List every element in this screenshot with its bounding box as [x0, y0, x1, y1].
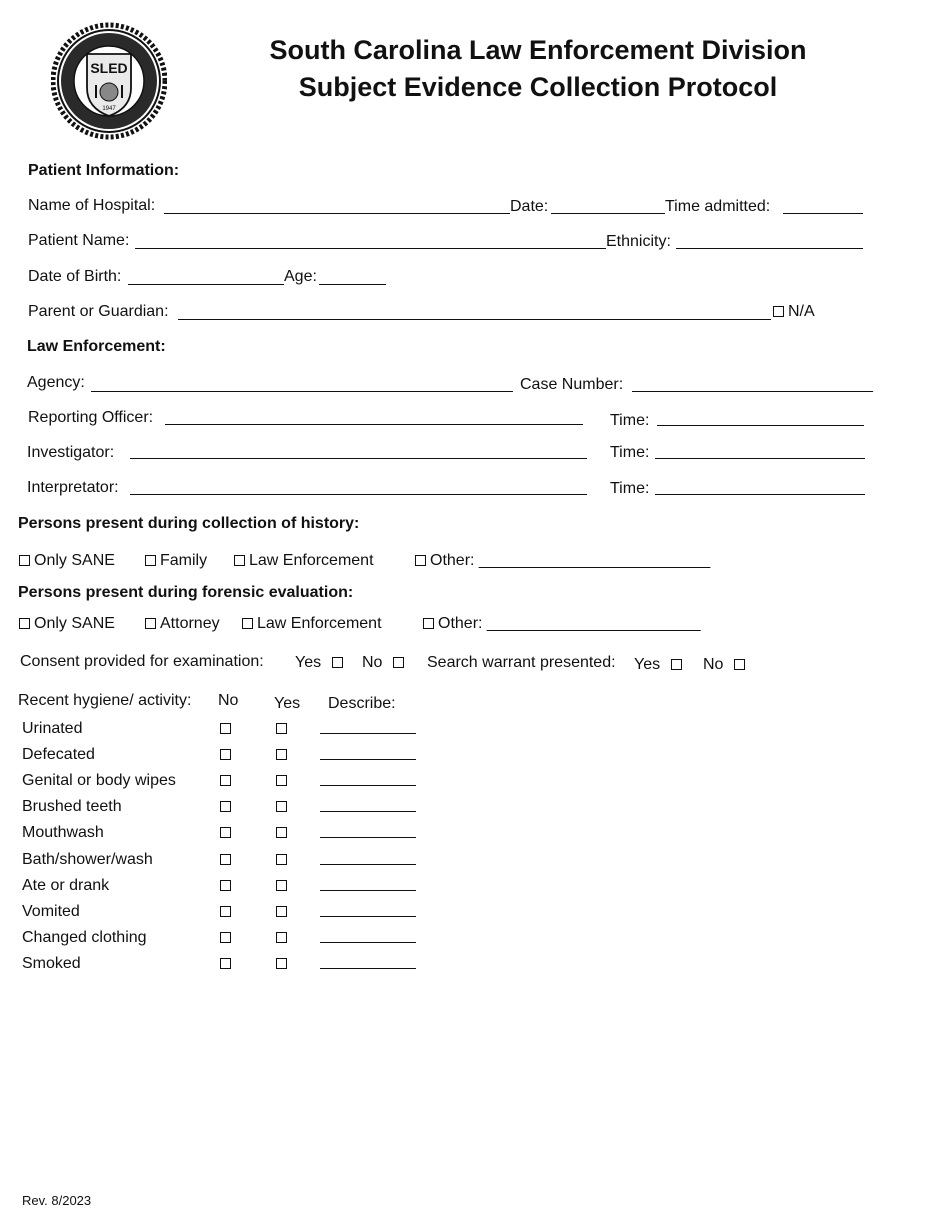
hygiene-no-checkbox[interactable] — [220, 775, 231, 786]
hygiene-describe-field[interactable] — [320, 942, 416, 943]
forensic-option-other[interactable]: Other: ________________________ — [423, 615, 700, 633]
hygiene-yes-header: Yes — [274, 695, 301, 712]
title-line-2: Subject Evidence Collection Protocol — [298, 72, 778, 102]
case-number-trailing: _ — [864, 376, 873, 393]
time-admitted-label: Time admitted: — [665, 198, 771, 215]
consent-yes-option[interactable]: Yes — [295, 654, 347, 672]
hygiene-no-checkbox[interactable] — [220, 906, 231, 917]
warrant-label: Search warrant presented: — [427, 654, 616, 671]
title-line-1: South Carolina Law Enforcement Division — [269, 35, 807, 65]
interpretator-label: Interpretator: — [27, 479, 119, 496]
hygiene-yes-checkbox[interactable] — [276, 854, 287, 865]
hygiene-describe-field[interactable] — [320, 916, 416, 917]
hygiene-no-checkbox[interactable] — [220, 958, 231, 969]
hygiene-yes-checkbox[interactable] — [276, 723, 287, 734]
history-option-law[interactable]: Law Enforcement — [234, 552, 374, 570]
checkbox[interactable] — [242, 618, 253, 629]
agency-field[interactable] — [91, 391, 513, 392]
consent-no-option[interactable]: No — [362, 654, 408, 672]
hygiene-describe-field[interactable] — [320, 759, 416, 760]
hygiene-item-label: Bath/shower/wash — [22, 851, 153, 868]
time-admitted-field[interactable] — [783, 213, 863, 214]
history-option-family[interactable]: Family — [145, 552, 207, 570]
hygiene-item-label: Mouthwash — [22, 824, 104, 841]
investigator-field[interactable] — [130, 458, 587, 459]
guardian-field[interactable] — [178, 319, 771, 320]
forensic-option-law[interactable]: Law Enforcement — [242, 615, 382, 633]
history-heading: Persons present during collection of history: — [18, 515, 360, 532]
seal-abbrev: SLED — [90, 60, 128, 76]
checkbox[interactable] — [234, 555, 245, 566]
interpretator-field[interactable] — [130, 494, 587, 495]
hygiene-item-label: Vomited — [22, 903, 80, 920]
consent-no-checkbox[interactable] — [393, 657, 404, 668]
hygiene-item-label: Defecated — [22, 746, 95, 763]
hygiene-item-label: Ate or drank — [22, 877, 110, 894]
case-number-field[interactable] — [632, 391, 865, 392]
forensic-heading: Persons present during forensic evaluation: — [18, 584, 354, 601]
checkbox[interactable] — [415, 555, 426, 566]
guardian-na-option[interactable] — [773, 303, 815, 321]
interpretator-time-label: Time: — [610, 480, 650, 497]
checkbox[interactable] — [145, 618, 156, 629]
reporting-officer-field[interactable] — [165, 424, 583, 425]
sled-seal — [51, 22, 167, 140]
reporting-officer-label: Reporting Officer: — [28, 409, 154, 426]
date-field[interactable] — [551, 213, 665, 214]
ethnicity-label: Ethnicity: — [606, 233, 671, 250]
hygiene-item-label: Genital or body wipes — [22, 772, 176, 789]
hygiene-describe-field[interactable] — [320, 837, 416, 838]
agency-label: Agency: — [27, 374, 85, 391]
age-field[interactable] — [319, 284, 386, 285]
hygiene-no-checkbox[interactable] — [220, 801, 231, 812]
hygiene-describe-field[interactable] — [320, 890, 416, 891]
consent-yes-checkbox[interactable] — [332, 657, 343, 668]
hygiene-describe-field[interactable] — [320, 864, 416, 865]
patient-name-field[interactable] — [135, 248, 606, 249]
case-number-label: Case Number: — [520, 376, 624, 393]
warrant-yes-option[interactable]: Yes — [634, 656, 686, 674]
warrant-yes-checkbox[interactable] — [671, 659, 682, 670]
forensic-option-attorney[interactable]: Attorney — [145, 615, 220, 633]
patient-name-label: Patient Name: — [28, 232, 130, 249]
guardian-na-checkbox[interactable] — [773, 306, 784, 317]
hygiene-describe-field[interactable] — [320, 811, 416, 812]
hygiene-item-label: Changed clothing — [22, 929, 147, 946]
hospital-label: Name of Hospital: — [28, 197, 156, 214]
revision-label: Rev. 8/2023 — [22, 1193, 92, 1208]
hygiene-no-checkbox[interactable] — [220, 749, 231, 760]
hygiene-yes-checkbox[interactable] — [276, 880, 287, 891]
age-label: Age: — [284, 268, 317, 285]
hygiene-no-header: No — [218, 692, 239, 709]
hygiene-yes-checkbox[interactable] — [276, 827, 287, 838]
hygiene-describe-field[interactable] — [320, 968, 416, 969]
checkbox[interactable] — [145, 555, 156, 566]
guardian-na-label: N/A — [788, 303, 815, 320]
hygiene-yes-checkbox[interactable] — [276, 932, 287, 943]
hygiene-item-label: Urinated — [22, 720, 83, 737]
investigator-time-field[interactable] — [655, 458, 865, 459]
hospital-field[interactable] — [164, 213, 510, 214]
forensic-option-sane[interactable]: Only SANE — [19, 615, 115, 633]
history-option-other[interactable]: Other: __________________________ — [415, 552, 710, 570]
hygiene-describe-field[interactable] — [320, 785, 416, 786]
checkbox[interactable] — [19, 618, 30, 629]
warrant-no-option[interactable]: No — [703, 656, 749, 674]
hygiene-no-checkbox[interactable] — [220, 854, 231, 865]
dob-field[interactable] — [128, 284, 284, 285]
hygiene-no-checkbox[interactable] — [220, 827, 231, 838]
warrant-no-checkbox[interactable] — [734, 659, 745, 670]
interpretator-time-field[interactable] — [655, 494, 865, 495]
hygiene-no-checkbox[interactable] — [220, 723, 231, 734]
reporting-time-field[interactable] — [657, 425, 864, 426]
hygiene-item-label: Brushed teeth — [22, 798, 122, 815]
hygiene-label: Recent hygiene/ activity: — [18, 692, 192, 709]
hygiene-item-label: Smoked — [22, 955, 81, 972]
investigator-label: Investigator: — [27, 444, 115, 461]
reporting-time-label: Time: — [610, 412, 650, 429]
hygiene-no-checkbox[interactable] — [220, 880, 231, 891]
hygiene-yes-checkbox[interactable] — [276, 958, 287, 969]
dob-label: Date of Birth: — [28, 268, 122, 285]
consent-label: Consent provided for examination: — [20, 653, 264, 670]
hygiene-describe-field[interactable] — [320, 733, 416, 734]
law-enforcement-heading: Law Enforcement: — [27, 338, 166, 355]
seal-year: 1947 — [102, 106, 116, 112]
hygiene-describe-header: Describe: — [328, 695, 396, 712]
patient-info-heading: Patient Information: — [28, 162, 180, 179]
investigator-time-label: Time: — [610, 444, 650, 461]
ethnicity-field[interactable] — [676, 248, 863, 249]
history-option-sane[interactable]: Only SANE — [19, 552, 115, 570]
hygiene-no-checkbox[interactable] — [220, 932, 231, 943]
checkbox[interactable] — [423, 618, 434, 629]
hygiene-yes-checkbox[interactable] — [276, 749, 287, 760]
hygiene-yes-checkbox[interactable] — [276, 906, 287, 917]
hygiene-yes-checkbox[interactable] — [276, 775, 287, 786]
date-label: Date: — [510, 198, 549, 215]
hygiene-yes-checkbox[interactable] — [276, 801, 287, 812]
checkbox[interactable] — [19, 555, 30, 566]
guardian-label: Parent or Guardian: — [28, 303, 169, 320]
